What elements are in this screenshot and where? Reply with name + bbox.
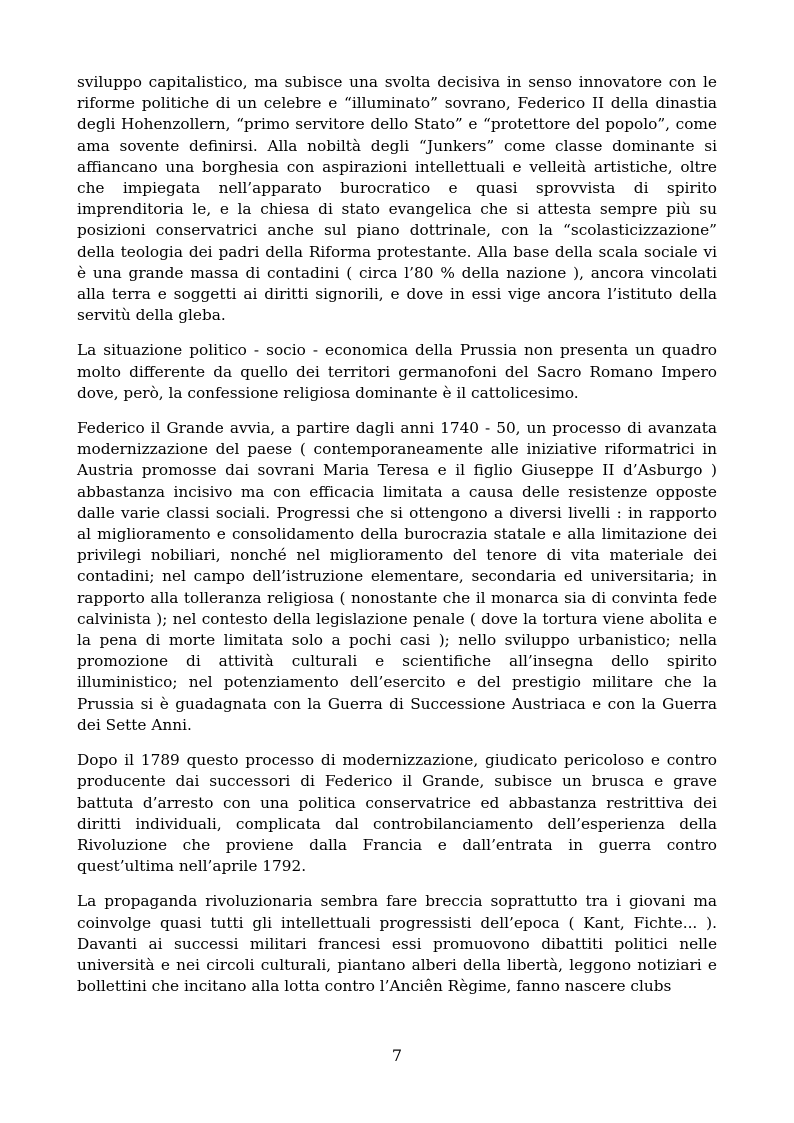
page-number: 7 xyxy=(391,1046,403,1065)
body-text xyxy=(77,72,717,1011)
paragraph-3: Federico il Grande avvia, a partire dagli anni 1740 - 50, un processo di avanzata modernizzazione del paese ( contemporaneamente alle iniziative riformatrici in Austria promosse dai sovrani Maria Teresa e il figlio Giuseppe II d’Asburgo ) abbastanza incisivo ma con efficacia limitata a causa delle resistenze opposte dalle varie classi sociali. Progressi che si ottengono a diversi livelli : in rapporto al miglioramento e consolidamento della burocrazia statale e alla limitazione dei privilegi nobiliari, nonché nel miglioramento del tenore di vita materiale dei contadini; nel campo dell’istruzione elementare, secondaria ed universitaria; in rapporto alla tolleranza religiosa ( nonostante che il monarca sia di convinta fede calvinista ); nel contesto della legislazione penale ( dove la tortura viene abolita e la pena di morte limitata solo a pochi casi ); nello sviluppo urbanistico; nella promozione di attività culturali e scientifiche all’insegna dello spirito illuministico; nel potenziamento dell’esercito e del prestigio militare che la Prussia si è guadagnata con la Guerra di Successione Austriaca e con la Guerra dei Sette Anni. xyxy=(77,419,717,734)
paragraph-4: Dopo il 1789 questo processo di modernizzazione, giudicato pericoloso e contro producente dai successori di Federico il Grande, subisce un brusca e grave battuta d’arresto con una politica conservatrice ed abbastanza restrittiva dei diritti individuali, complicata dal controbilanciamento dell’esperienza della Rivoluzione che proviene dalla Francia e dall’entrata in guerra contro quest’ultima nell’aprile 1792. xyxy=(77,751,717,876)
paragraph-5: La propaganda rivoluzionaria sembra fare breccia soprattutto tra i giovani ma coinvolge quasi tutti gli intellettuali progressisti dell’epoca ( Kant, Fichte... ). Davanti ai successi militari francesi essi promuovono dibattiti politici nelle università e nei circoli culturali, piantano alberi della libertà, leggono notiziari e bollettini che incitano alla lotta contro l’Anciên Règime, fanno nascere clubs xyxy=(77,892,717,996)
paragraph-2: La situazione politico - socio - economica della Prussia non presenta un quadro molto differente da quello dei territori germanofoni del Sacro Romano Impero dove, però, la confessione religiosa dominante è il cattolicesimo. xyxy=(77,341,717,402)
paragraph-1: sviluppo capitalistico, ma subisce una svolta decisiva in senso innovatore con le riforme politiche di un celebre e “illuminato” sovrano, Federico II della dinastia degli Hohenzollern, “primo servitore dello Stato” e “protettore del popolo”, come ama sovente definirsi. Alla nobiltà degli “Junkers” come classe dominante si affiancano una borghesia con aspirazioni intellettuali e velleità artistiche, oltre che impiegata nell’apparato burocratico e quasi sprovvista di spirito imprenditoria le, e la chiesa di stato evangelica che si attesta sempre più su posizioni conservatrici anche sul piano dottrinale, con la “scolasticizzazione” della teologia dei padri della Riforma protestante. Alla base della scala sociale vi è una grande massa di contadini ( circa l’80 % della nazione ), ancora vincolati alla terra e soggetti ai diritti signorili, e dove in essi vige ancora l’istituto della servitù della gleba. xyxy=(77,73,717,325)
